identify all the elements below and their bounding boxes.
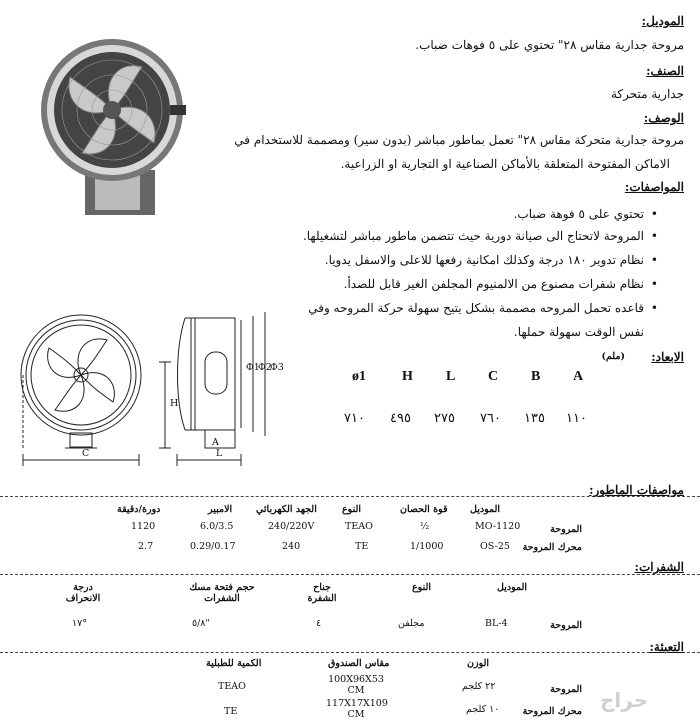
specs-heading: المواصفات: [624,180,684,194]
motor-row-2-hp: 1/1000 [410,541,444,552]
spec-bullet-4: نظام شفرات مصنوع من الالمنيوم المجلفن الغير قابل للصدأ. • [344,277,644,291]
packing-row-1-label: المروحة [550,684,582,695]
motor-row-2-model: OS-25 [480,541,510,552]
motor-row-2-label: محرك المروحة [522,542,582,553]
motor-row-2-rpm: 2.7 [138,541,154,552]
spec-bullet-1: تحتوي على ٥ فوهة ضباب. • [514,207,644,221]
drawing-label-a: A [212,437,219,448]
motor-row-1-amps: 6.0/3.5 [200,521,234,532]
dim-label-c: C [488,369,499,384]
watermark-logo: حراج [600,688,649,712]
description-heading: الوصف: [643,111,684,125]
blades-row-model: BL-4 [485,618,508,629]
description-line1: مروحة جدارية متحركة مقاس ٢٨" تعمل بماطور مباشر (بدون سير) ومصممة للاستخدام في [234,133,684,147]
packing-row-2-qty: TE [224,706,238,717]
motor-heading: مواصفات الماطور: [589,483,684,497]
dim-value-h: ٤٩٥ [390,410,411,425]
category-heading: الصنف: [646,64,684,78]
motor-header-voltage: الجهد الكهربائي [256,504,317,515]
dim-label-o1: ø1 [352,369,366,384]
model-text: مروحة جدارية مقاس ٢٨" تحتوي على ٥ فوهات ضباب. [415,38,684,52]
motor-row-2-type: TE [355,541,369,552]
blades-header-model: الموديل [497,582,528,593]
motor-row-1-model: MO-1120 [475,521,521,532]
motor-header-model: الموديل [470,504,501,515]
dim-value-c: ٧٦٠ [480,410,501,425]
dim-value-l: ٢٧٥ [434,410,455,425]
blades-row-wing: ٤ [316,618,322,629]
dim-label-h: H [402,369,413,384]
packing-heading: التعبئة: [649,640,684,654]
dim-label-a: A [573,369,584,384]
packing-row-2-label: محرك المروحة [522,706,582,717]
dimensions-unit: (ملم) [601,351,625,362]
blades-row-label: المروحة [550,620,582,631]
motor-row-2-voltage: 240 [282,541,301,552]
blades-heading: الشفرات: [634,560,684,574]
motor-header-type: النوع [342,504,361,515]
motor-row-2-amps: 0.29/0.17 [190,541,236,552]
motor-row-1-hp: ½ [420,521,430,532]
blades-row-type: مجلفن [398,618,425,629]
blades-row-deviation: ١٧° [72,618,87,629]
motor-header-rpm: دورة/دقيقة [117,504,161,515]
description-line2: الاماكن المفتوحة المتعلقة بالأماكن الصناعية او التجارية او الزراعية. [340,157,670,171]
category-text: جدارية متحركة [611,87,684,101]
motor-header-hp: قوة الحصان [400,504,448,515]
motor-row-1-voltage: 240/220V [268,521,315,532]
drawing-label-phi3: Φ3 [270,362,284,373]
motor-row-1-rpm: 1120 [131,521,156,532]
packing-header-box: مقاس الصندوق [328,658,390,669]
packing-row-1-qty: TEAO [218,681,246,692]
dimensions-heading: الابعاد: [651,350,684,364]
blades-header-type: النوع [412,582,431,593]
packing-header-qty: الكمية للطبلية [206,658,262,669]
technical-drawing [15,310,275,470]
drawing-label-phi2: Φ2 [258,362,272,373]
blades-row-hole: ٥/٨" [192,618,210,629]
packing-row-2-weight: ١٠ كلجم [466,704,500,715]
blades-header-wing: جناح الشفرة [307,582,337,604]
dim-label-l: L [446,369,456,384]
drawing-label-h: H [170,398,179,409]
dim-value-b: ١٣٥ [524,410,545,425]
dim-value-a: ١١٠ [566,410,587,425]
dim-label-b: B [531,369,541,384]
fan-photo [30,25,200,225]
drawing-label-c: C [82,448,90,459]
drawing-label-phi1: Φ1 [246,362,260,373]
spec-bullet-5: قاعده تحمل المروحه مصممة بشكل يتيح سهولة حركة المروحه وفي • [308,301,644,315]
packing-row-1-weight: ٢٢ كلجم [462,681,496,692]
blades-header-deviation: درجة الانحراف [65,582,101,604]
motor-row-1-type: TEAO [345,521,373,532]
spec-bullet-2: المروحة لاتحتاج الى صيانة دورية حيث تتضمن ماطور مباشر لتشغيلها. • [303,229,644,243]
motor-header-amps: الامبير [208,504,233,515]
drawing-label-l: L [216,448,223,459]
packing-header-weight: الوزن [467,658,490,669]
packing-row-2-box: 117X17X109 CM [326,698,388,720]
model-heading: الموديل: [641,14,684,28]
spec-bullet-3: نظام تدوير ١٨٠ درجة وكذلك امكانية رفعها للاعلى والاسفل يدويا. • [325,253,644,267]
motor-row-1-label: المروحة [550,524,582,535]
spec-bullet-5-continued: نفس الوقت سهولة حملها. [513,325,644,339]
packing-row-1-box: 100X96X53 CM [328,674,384,696]
blades-header-hole: حجم فتحة مسك الشفرات [189,582,255,604]
dim-value-o1: ٧١٠ [344,410,365,425]
